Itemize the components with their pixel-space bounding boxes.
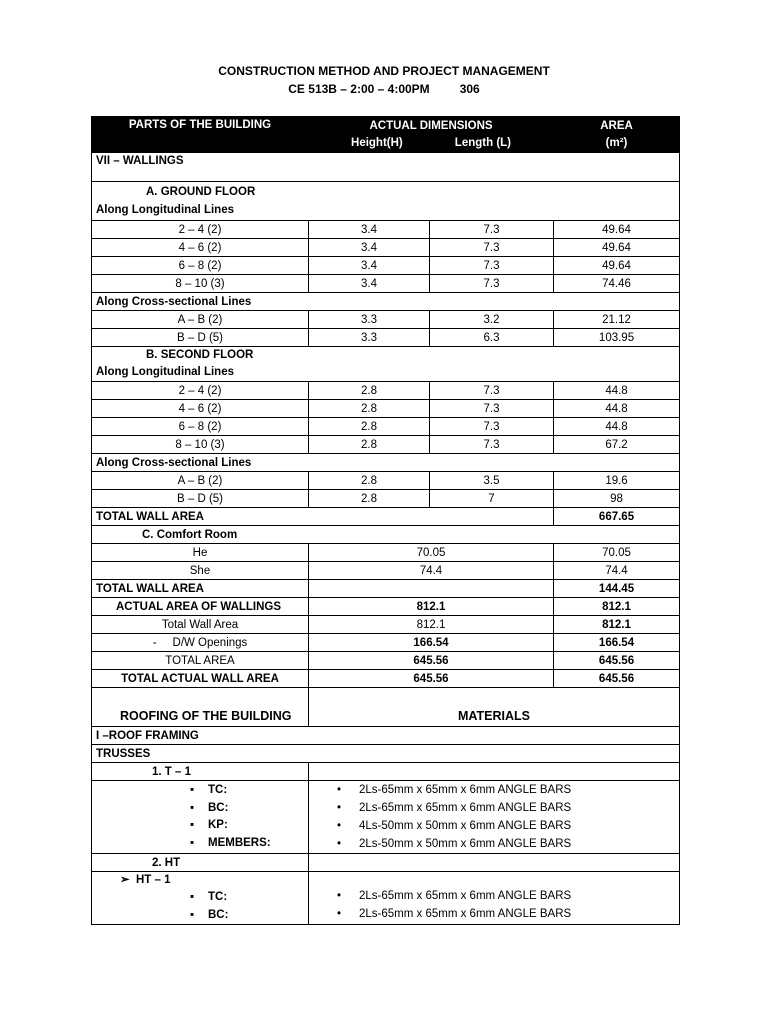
table-row bbox=[92, 634, 680, 652]
section-row bbox=[92, 854, 680, 872]
area-cell: 21.12 bbox=[554, 311, 680, 329]
table-row bbox=[92, 652, 680, 670]
dimension-cell: 70.05 bbox=[309, 544, 554, 562]
actual-area-dim: 812.1 bbox=[309, 598, 554, 616]
openings-label: - D/W Openings bbox=[92, 634, 309, 652]
table-row bbox=[92, 275, 680, 293]
length-cell: 7 bbox=[430, 490, 554, 508]
length-cell: 3.5 bbox=[430, 472, 554, 490]
section-row bbox=[92, 745, 680, 763]
area-cell: 812.1 bbox=[554, 616, 680, 634]
part-cell: She bbox=[92, 562, 309, 580]
height-cell: 2.8 bbox=[309, 490, 430, 508]
part-cell: 2 – 4 (2) bbox=[92, 382, 309, 400]
ground-longitudinal-label: Along Longitudinal Lines bbox=[96, 204, 234, 216]
second-floor-heading bbox=[92, 347, 680, 382]
part-cell: 4 – 6 (2) bbox=[92, 239, 309, 257]
area-cell: 166.54 bbox=[554, 634, 680, 652]
area-cell: 103.95 bbox=[554, 329, 680, 347]
section-row bbox=[92, 727, 680, 745]
length-cell: 7.3 bbox=[430, 239, 554, 257]
height-cell: 2.8 bbox=[309, 472, 430, 490]
area-cell: 645.56 bbox=[554, 670, 680, 688]
ht1-materials bbox=[309, 872, 680, 925]
list-item: • 2Ls-65mm x 65mm x 6mm ANGLE BARS bbox=[337, 887, 675, 905]
roofing-header-row bbox=[92, 688, 680, 727]
height-cell: 3.4 bbox=[309, 239, 430, 257]
header-height: Height(H) bbox=[351, 136, 403, 149]
ground-floor-heading bbox=[92, 182, 680, 221]
dimension-cell: 645.56 bbox=[309, 670, 554, 688]
materials-label: MATERIALS bbox=[309, 688, 680, 727]
part-cell: He bbox=[92, 544, 309, 562]
total-wall-area-label: Total Wall Area bbox=[92, 616, 309, 634]
empty-cell bbox=[309, 854, 680, 872]
header-area bbox=[554, 117, 680, 153]
course-time: CE 513B – 2:00 – 4:00PM bbox=[288, 82, 430, 96]
total-actual-label: TOTAL ACTUAL WALL AREA bbox=[92, 670, 309, 688]
area-cell: 49.64 bbox=[554, 239, 680, 257]
total-row bbox=[92, 508, 680, 526]
empty-cell bbox=[309, 580, 554, 598]
total-row bbox=[92, 598, 680, 616]
header-parts: PARTS OF THE BUILDING bbox=[92, 117, 309, 153]
header-area-label: AREA bbox=[600, 119, 633, 132]
dimension-cell: 812.1 bbox=[309, 616, 554, 634]
ground-cross-label: Along Cross-sectional Lines bbox=[92, 293, 680, 311]
part-cell: 6 – 8 (2) bbox=[92, 257, 309, 275]
total-wall-area-value: 667.65 bbox=[554, 508, 680, 526]
part-cell: 4 – 6 (2) bbox=[92, 400, 309, 418]
length-cell: 6.3 bbox=[430, 329, 554, 347]
total-wall-area-label: TOTAL WALL AREA bbox=[92, 580, 309, 598]
area-cell: 67.2 bbox=[554, 436, 680, 454]
list-item: ▪ KP: bbox=[190, 817, 304, 835]
ht-label: 2. HT bbox=[92, 854, 309, 872]
section-row bbox=[92, 347, 680, 382]
area-cell: 49.64 bbox=[554, 257, 680, 275]
length-cell: 7.3 bbox=[430, 275, 554, 293]
total-wall-area-label: TOTAL WALL AREA bbox=[92, 508, 554, 526]
height-cell: 3.3 bbox=[309, 311, 430, 329]
section-row bbox=[92, 526, 680, 544]
dimension-cell: 74.4 bbox=[309, 562, 554, 580]
length-cell: 3.2 bbox=[430, 311, 554, 329]
list-item: ▪ BC: bbox=[190, 800, 304, 818]
height-cell: 2.8 bbox=[309, 436, 430, 454]
table-row bbox=[92, 311, 680, 329]
length-cell: 7.3 bbox=[430, 382, 554, 400]
table-row bbox=[92, 239, 680, 257]
second-cross-label: Along Cross-sectional Lines bbox=[92, 454, 680, 472]
total-row bbox=[92, 580, 680, 598]
total-row bbox=[92, 670, 680, 688]
roof-framing-label: I –ROOF FRAMING bbox=[92, 727, 680, 745]
area-cell: 49.64 bbox=[554, 221, 680, 239]
table-row bbox=[92, 872, 680, 925]
comfort-room-label: C. Comfort Room bbox=[92, 526, 680, 544]
table-row bbox=[92, 490, 680, 508]
list-item: ▪ MEMBERS: bbox=[190, 835, 304, 853]
area-cell: 70.05 bbox=[554, 544, 680, 562]
table-row bbox=[92, 400, 680, 418]
list-item: ▪ BC: bbox=[190, 907, 304, 925]
quantity-table bbox=[91, 116, 680, 925]
list-item: • 2Ls-65mm x 65mm x 6mm ANGLE BARS bbox=[337, 799, 675, 817]
section-row bbox=[92, 182, 680, 221]
second-longitudinal-label: Along Longitudinal Lines bbox=[96, 366, 234, 378]
part-cell: B – D (5) bbox=[92, 490, 309, 508]
list-item: • 2Ls-65mm x 65mm x 6mm ANGLE BARS bbox=[337, 905, 675, 923]
table-row bbox=[92, 418, 680, 436]
area-cell: 19.6 bbox=[554, 472, 680, 490]
part-cell: A – B (2) bbox=[92, 472, 309, 490]
part-cell: A – B (2) bbox=[92, 311, 309, 329]
second-floor-label: B. SECOND FLOOR bbox=[146, 349, 254, 361]
length-cell: 7.3 bbox=[430, 221, 554, 239]
wallings-title: VII – WALLINGS bbox=[92, 153, 680, 182]
header-actual-dimensions: ACTUAL DIMENSIONS bbox=[369, 119, 493, 132]
ht1-parts bbox=[92, 872, 309, 925]
length-cell: 7.3 bbox=[430, 436, 554, 454]
part-cell: B – D (5) bbox=[92, 329, 309, 347]
table-row bbox=[92, 257, 680, 275]
list-item: • 2Ls-50mm x 50mm x 6mm ANGLE BARS bbox=[337, 835, 675, 853]
list-item: • 2Ls-65mm x 65mm x 6mm ANGLE BARS bbox=[337, 781, 675, 799]
t1-materials bbox=[309, 781, 680, 854]
header-length: Length (L) bbox=[454, 136, 511, 149]
dimension-cell: 166.54 bbox=[309, 634, 554, 652]
table-row bbox=[92, 544, 680, 562]
height-cell: 2.8 bbox=[309, 400, 430, 418]
table-row bbox=[92, 472, 680, 490]
length-cell: 7.3 bbox=[430, 418, 554, 436]
empty-cell bbox=[309, 763, 680, 781]
table-row bbox=[92, 781, 680, 854]
height-cell: 3.3 bbox=[309, 329, 430, 347]
part-cell: 6 – 8 (2) bbox=[92, 418, 309, 436]
area-cell: 44.8 bbox=[554, 382, 680, 400]
section-row bbox=[92, 763, 680, 781]
list-item: ▪ TC: bbox=[190, 889, 304, 907]
length-cell: 7.3 bbox=[430, 257, 554, 275]
room-number: 306 bbox=[459, 82, 480, 96]
document-title: CONSTRUCTION METHOD AND PROJECT MANAGEMENT bbox=[218, 64, 550, 78]
part-cell: 8 – 10 (3) bbox=[92, 275, 309, 293]
height-cell: 3.4 bbox=[309, 257, 430, 275]
section-row bbox=[92, 454, 680, 472]
roofing-title: ROOFING OF THE BUILDING bbox=[92, 688, 309, 727]
header-dimensions bbox=[309, 117, 554, 153]
dimension-cell: 645.56 bbox=[309, 652, 554, 670]
actual-area-value: 812.1 bbox=[554, 598, 680, 616]
area-cell: 74.46 bbox=[554, 275, 680, 293]
t1-parts bbox=[92, 781, 309, 854]
table-row bbox=[92, 329, 680, 347]
table-header-row bbox=[92, 117, 680, 153]
length-cell: 7.3 bbox=[430, 400, 554, 418]
table-row bbox=[92, 436, 680, 454]
total-area-label: TOTAL AREA bbox=[92, 652, 309, 670]
area-cell: 98 bbox=[554, 490, 680, 508]
trusses-label: TRUSSES bbox=[92, 745, 680, 763]
table-row bbox=[92, 562, 680, 580]
height-cell: 2.8 bbox=[309, 418, 430, 436]
height-cell: 2.8 bbox=[309, 382, 430, 400]
list-item: ▪ TC: bbox=[190, 782, 304, 800]
total-wall-area-value: 144.45 bbox=[554, 580, 680, 598]
ht1-label: ➢ HT – 1 bbox=[120, 872, 304, 889]
t1-label: 1. T – 1 bbox=[92, 763, 309, 781]
ground-floor-label: A. GROUND FLOOR bbox=[146, 186, 256, 198]
area-cell: 74.4 bbox=[554, 562, 680, 580]
area-cell: 44.8 bbox=[554, 400, 680, 418]
area-cell: 645.56 bbox=[554, 652, 680, 670]
height-cell: 3.4 bbox=[309, 275, 430, 293]
table-row bbox=[92, 382, 680, 400]
height-cell: 3.4 bbox=[309, 221, 430, 239]
part-cell: 2 – 4 (2) bbox=[92, 221, 309, 239]
area-cell: 44.8 bbox=[554, 418, 680, 436]
table-row bbox=[92, 616, 680, 634]
section-row bbox=[92, 153, 680, 182]
header-area-unit: (m²) bbox=[605, 136, 628, 149]
part-cell: 8 – 10 (3) bbox=[92, 436, 309, 454]
section-row bbox=[92, 293, 680, 311]
course-line bbox=[0, 82, 768, 96]
list-item: • 4Ls-50mm x 50mm x 6mm ANGLE BARS bbox=[337, 817, 675, 835]
actual-area-label: ACTUAL AREA OF WALLINGS bbox=[92, 598, 309, 616]
table-row bbox=[92, 221, 680, 239]
